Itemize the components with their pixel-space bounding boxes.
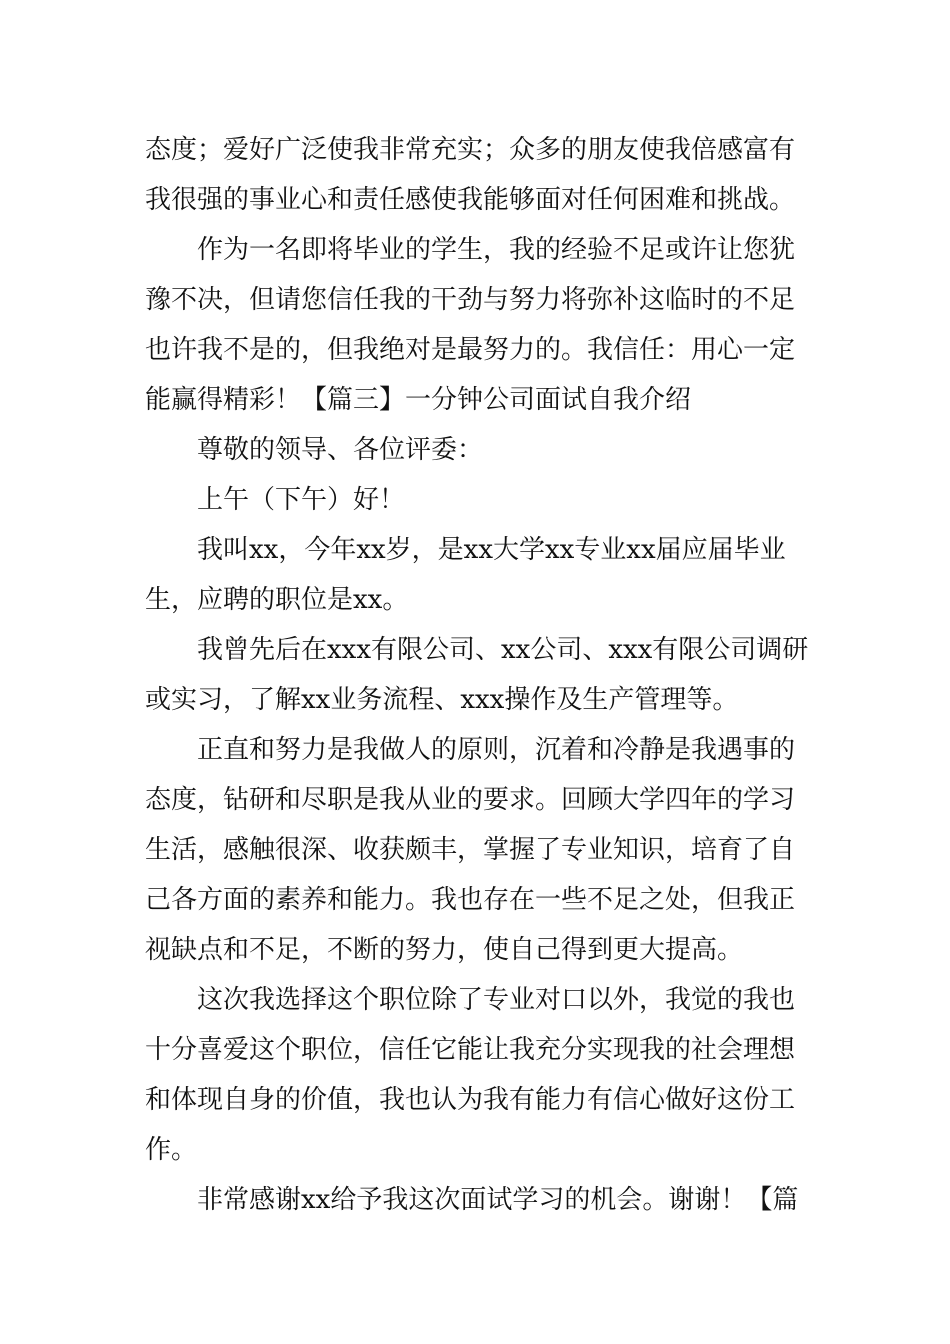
- text-line: 和体现自身的价值，我也认为我有能力有信心做好这份工: [145, 1085, 796, 1115]
- salutation-line: 尊敬的领导、各位评委：: [197, 435, 484, 465]
- paragraph-start-line: 这次我选择这个职位除了专业对口以外，我觉的我也: [197, 985, 796, 1015]
- text-line: 态度，钻研和尽职是我从业的要求。回顾大学四年的学习: [145, 785, 796, 815]
- paragraph-start-line: 我曾先后在xxx有限公司、xx公司、xxx有限公司调研: [197, 635, 809, 665]
- text-line: 己各方面的素养和能力。我也存在一些不足之处，但我正: [145, 885, 796, 915]
- paragraph-start-line: 正直和努力是我做人的原则，沉着和冷静是我遇事的: [197, 735, 796, 765]
- greeting-line: 上午（下午）好！: [197, 485, 406, 515]
- text-line: 态度；爱好广泛使我非常充实；众多的朋友使我倍感富有: [145, 135, 796, 165]
- text-line: 我很强的事业心和责任感使我能够面对任何困难和挑战。: [145, 185, 796, 215]
- text-line: 生，应聘的职位是xx。: [145, 585, 409, 615]
- paragraph-start-line: 非常感谢xx给予我这次面试学习的机会。谢谢！【篇: [197, 1185, 799, 1215]
- paragraph-start-line: 我叫xx，今年xx岁，是xx大学xx专业xx届应届毕业: [197, 535, 786, 565]
- text-line: 或实习，了解xx业务流程、xxx操作及生产管理等。: [145, 685, 739, 715]
- paragraph-start-line: 作为一名即将毕业的学生，我的经验不足或许让您犹: [197, 235, 796, 265]
- text-line: 作。: [145, 1135, 198, 1165]
- text-line: 十分喜爱这个职位，信任它能让我充分实现我的社会理想: [145, 1035, 796, 1065]
- text-line: 生活，感触很深、收获颇丰，掌握了专业知识，培育了自: [145, 835, 796, 865]
- text-line: 能赢得精彩！【篇三】一分钟公司面试自我介绍: [145, 385, 692, 415]
- text-line: 也许我不是的，但我绝对是最努力的。我信任：用心一定: [145, 335, 796, 365]
- text-line: 视缺点和不足，不断的努力，使自己得到更大提高。: [145, 935, 744, 965]
- text-line: 豫不决，但请您信任我的干劲与努力将弥补这临时的不足: [145, 285, 796, 315]
